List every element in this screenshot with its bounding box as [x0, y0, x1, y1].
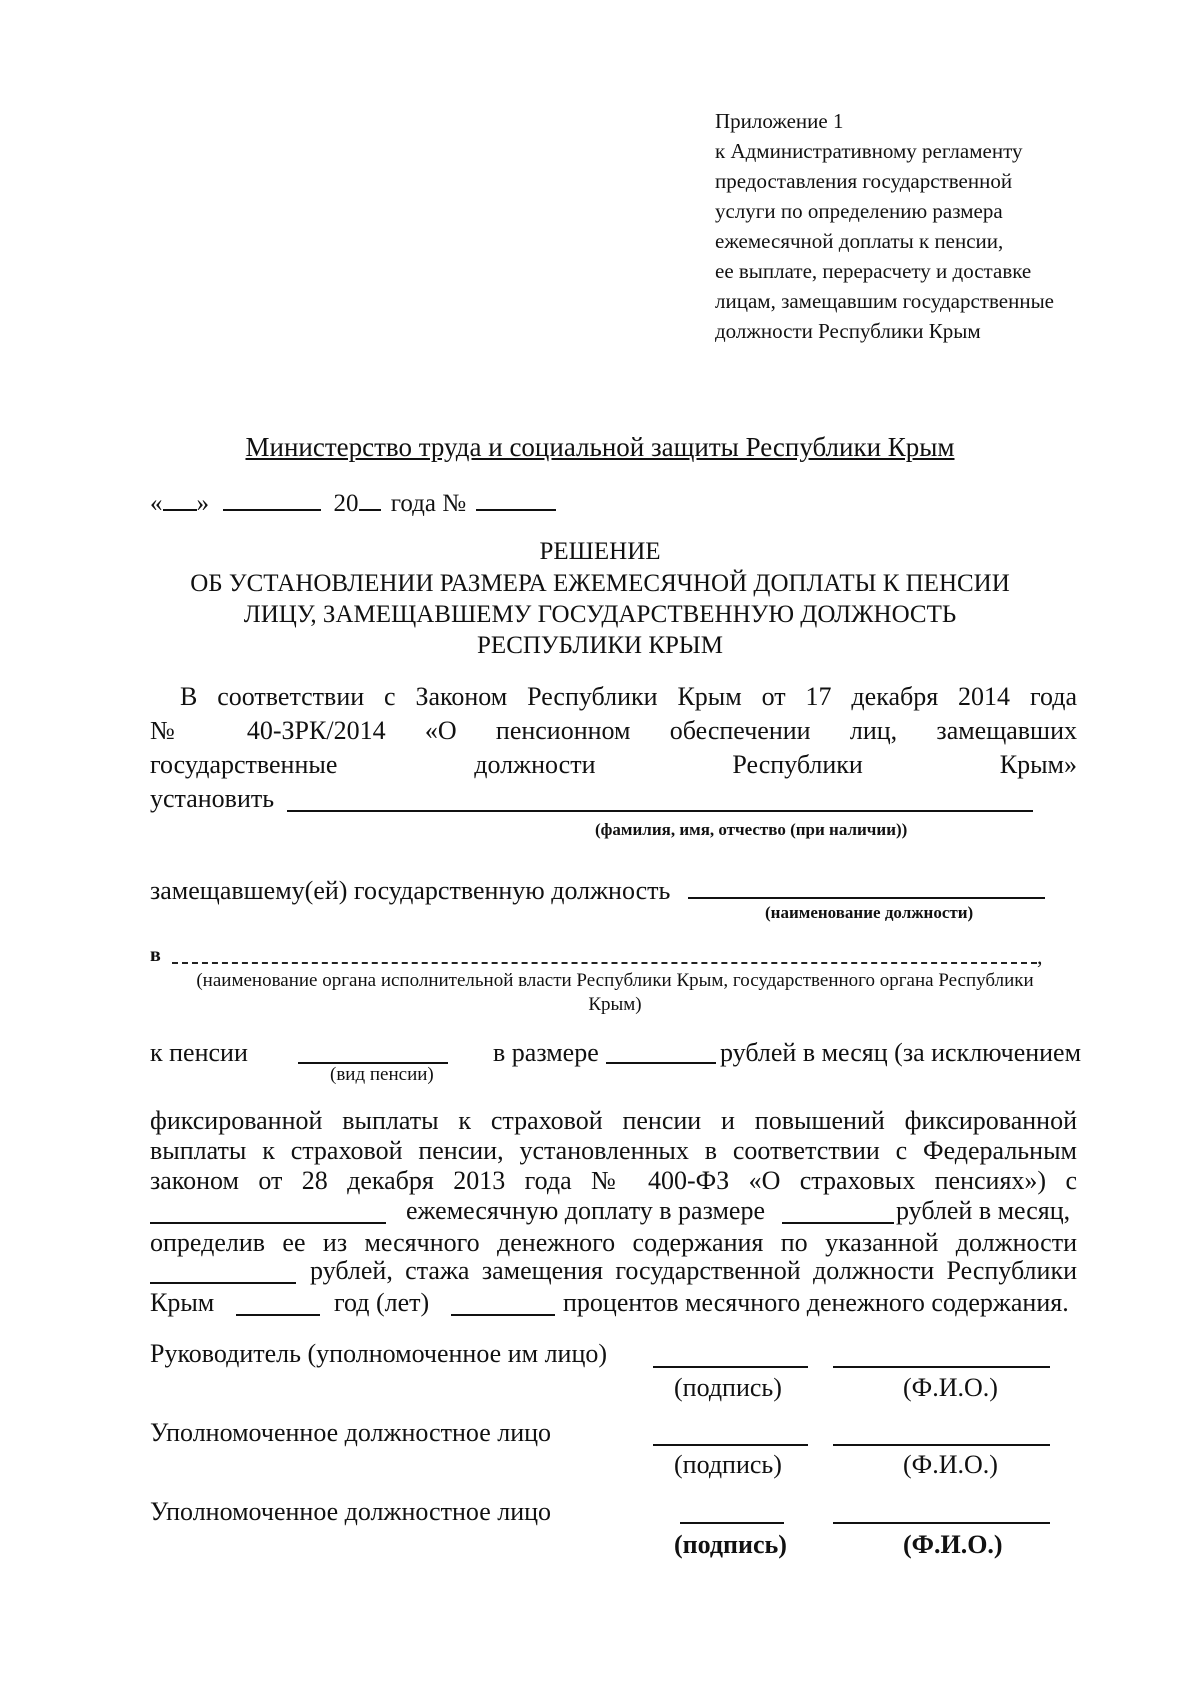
appendix-block — [715, 106, 1054, 346]
organ-caption-2: Крым) — [588, 994, 642, 1015]
fio-signature-field-1[interactable] — [833, 1366, 1050, 1368]
organ-comma: , — [1037, 944, 1043, 969]
appendix-line: к Административному регламенту — [715, 139, 1023, 163]
position-caption: (наименование должности) — [765, 903, 974, 922]
establish-label: установить — [150, 784, 275, 813]
title-line-2: ОБ УСТАНОВЛЕНИИ РАЗМЕРА ЕЖЕМЕСЯЧНОЙ ДОПЛАТЫ К ПЕНСИИ — [190, 570, 1010, 597]
year-suffix: года № — [390, 490, 467, 517]
p2-line-5: определив ее из месячного денежного содержания по указанной должности — [150, 1228, 1077, 1257]
pension-caption: (вид пенсии) — [330, 1064, 434, 1085]
day-field[interactable] — [163, 509, 197, 511]
appendix-line: услуги по определению размера — [715, 199, 1003, 223]
date-line — [150, 490, 556, 518]
signature-field-1[interactable] — [653, 1366, 808, 1368]
title-line-3: ЛИЦУ, ЗАМЕЩАВШЕМУ ГОСУДАРСТВЕННУЮ ДОЛЖНОСТЬ — [243, 601, 957, 628]
date-close-quote: » — [196, 490, 209, 517]
fio-caption-2: (Ф.И.О.) — [903, 1450, 998, 1479]
p2-line-4-mid: ежемесячную доплату в размере — [406, 1196, 766, 1225]
fio-caption-3: (Ф.И.О.) — [903, 1530, 1003, 1559]
p2-line-3: законом от 28 декабря 2013 года № 400-ФЗ «О страховых пенсиях») с — [150, 1166, 1077, 1195]
salary-field[interactable] — [150, 1282, 296, 1284]
ministry-name: Министерство труда и социальной защиты Республики Крым — [245, 432, 955, 462]
p2-line-6: рублей, стажа замещения государственной должности Республики — [310, 1256, 1077, 1285]
title-line-1: РЕШЕНИЕ — [539, 538, 661, 565]
p1-line-1: В соответствии с Законом Республики Крым от 17 декабря 2014 года — [180, 682, 1077, 711]
p1-line-3: государственные должности Республики Крым» — [150, 750, 1077, 779]
appendix-line: Приложение 1 — [715, 109, 844, 133]
p2-line-1: фиксированной выплаты к страховой пенсии и повышений фиксированной — [150, 1106, 1077, 1135]
p2-line-7-a: Крым — [150, 1288, 215, 1317]
p2-line-7-b: год (лет) — [334, 1288, 430, 1317]
position-field[interactable] — [688, 897, 1045, 899]
fio-signature-field-3[interactable] — [833, 1522, 1050, 1524]
signature-field-2[interactable] — [653, 1444, 808, 1446]
fio-caption-1: (Ф.И.О.) — [903, 1373, 998, 1402]
p2-line-4-end: рублей в месяц, — [896, 1196, 1071, 1225]
pension-label: к пенсии — [150, 1038, 248, 1067]
appendix-line: должности Республики Крым — [715, 319, 981, 343]
position-label: замещавшему(ей) государственную должность — [150, 876, 671, 905]
organ-field[interactable] — [172, 962, 1037, 964]
sign-caption-3: (подпись) — [674, 1530, 787, 1559]
title-line-4: РЕСПУБЛИКИ КРЫМ — [477, 632, 723, 659]
fio-field[interactable] — [287, 810, 1033, 812]
appendix-line: ежемесячной доплаты к пенсии, — [715, 229, 1004, 253]
appendix-line: предоставления государственной — [715, 169, 1013, 193]
amount-suffix: рублей в месяц (за исключением — [720, 1038, 1082, 1067]
sign-caption-1: (подпись) — [674, 1373, 782, 1402]
signature-field-3[interactable] — [680, 1522, 784, 1524]
supplement-field[interactable] — [782, 1222, 894, 1224]
fio-caption: (фамилия, имя, отчество (при наличии)) — [595, 820, 908, 839]
p1-line-2: № 40-ЗРК/2014 «О пенсионном обеспечении лиц, замещавших — [150, 716, 1077, 745]
sign-caption-2: (подпись) — [674, 1450, 782, 1479]
signature-label-1: Руководитель (уполномоченное им лицо) — [150, 1339, 608, 1368]
p2-line-7-c: процентов месячного денежного содержания. — [563, 1288, 1069, 1317]
date-open-quote: « — [150, 490, 163, 517]
p2-line-2: выплаты к страховой пенсии, установленных в соответствии с Федеральным — [150, 1136, 1077, 1165]
month-field[interactable] — [223, 509, 321, 511]
year-field[interactable] — [359, 509, 381, 511]
percent-field[interactable] — [451, 1314, 555, 1316]
amount-field[interactable] — [606, 1062, 716, 1064]
appendix-line: лицам, замещавшим государственные — [715, 289, 1055, 313]
organ-caption-1: (наименование органа исполнительной власти Республики Крым, государственного органа Республики — [196, 970, 1034, 991]
signature-label-2: Уполномоченное должностное лицо — [150, 1418, 552, 1447]
years-field[interactable] — [236, 1314, 320, 1316]
year-prefix: 20 — [333, 490, 359, 517]
appendix-line: ее выплате, перерасчету и доставке — [715, 259, 1032, 283]
fio-signature-field-2[interactable] — [833, 1444, 1050, 1446]
start-date-field[interactable] — [150, 1222, 386, 1224]
in-label: в — [150, 944, 161, 966]
amount-label: в размере — [493, 1038, 599, 1067]
signature-label-3: Уполномоченное должностное лицо — [150, 1497, 552, 1526]
number-field[interactable] — [476, 509, 556, 511]
